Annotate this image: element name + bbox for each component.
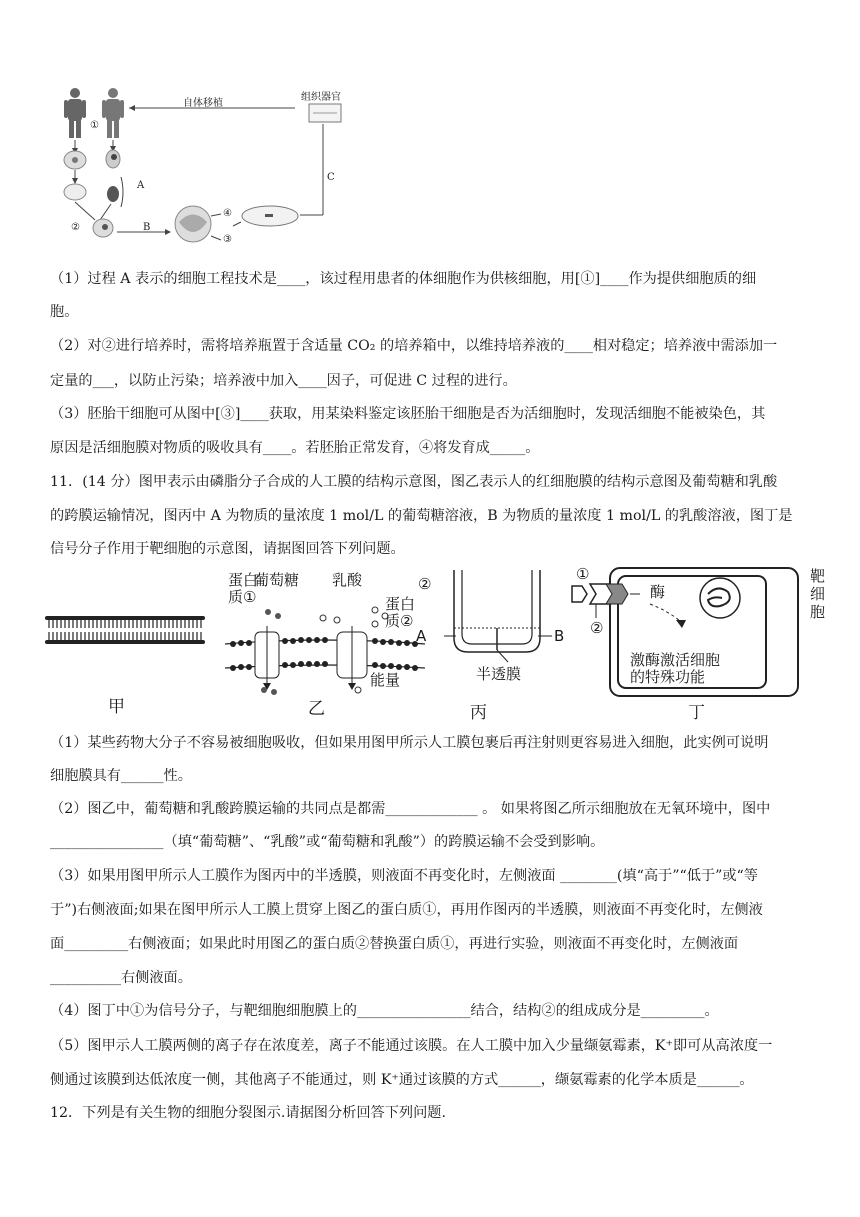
q10-part1-line1: （1）过程 A 表示的细胞工程技术是____，该过程用患者的体细胞作为供核细胞，用[①]____作为提供细胞质的细	[50, 271, 757, 287]
q11-stem-line3: 信号分子作用于靶细胞的示意图，请据图回答下列问题。	[50, 541, 405, 557]
solution-b-label: B	[554, 627, 565, 645]
q11-part3-line4: __________右侧液面。	[50, 970, 192, 986]
signal-label-1: ①	[576, 565, 590, 583]
u-tube	[440, 566, 570, 676]
energy-label: 能量	[370, 671, 401, 689]
q11-part5-line1: （5）图甲示人工膜两侧的离子存在浓度差，离子不能通过该膜。在人工膜中加入少量缬氨霉素，K⁺即可从高浓度一	[50, 1038, 773, 1054]
receptor-label-2: ②	[590, 619, 604, 637]
q12-stem: 12．下列是有关生物的细胞分裂图示.请据图分析回答下列问题.	[50, 1105, 446, 1121]
lactate-label: 乳酸	[332, 571, 363, 589]
protein2-label-a: 蛋白	[385, 595, 416, 613]
q11-part2-line2: ________________（填“葡萄糖”、“乳酸”或“葡萄糖和乳酸”）的跨膜运输不会受到影响。	[50, 834, 605, 850]
fig1-label-4: ④	[223, 208, 232, 219]
q11-part3-line3: 面_________右侧液面；如果此时用图乙的蛋白质②替换蛋白质①，再进行实验，则液面不再变化时，左侧液面	[50, 936, 739, 952]
organ-label: 组织器官	[301, 92, 341, 103]
q11-part4-line1: （4）图丁中①为信号分子，与靶细胞细胞膜上的________________结合，结构②的组成成分是_________。	[50, 1003, 719, 1019]
membrane-label: 半透膜	[476, 665, 522, 683]
protein2-label-b: 质②	[385, 612, 414, 630]
fig1-label-1: ①	[90, 120, 99, 131]
label-jia: 甲	[108, 697, 125, 717]
q10-part3-line2: 原因是活细胞膜对物质的吸收具有____。若胚胎正常发育，④将发育成_____。	[50, 440, 540, 456]
q11-part3-line1: （3）如果用图甲所示人工膜作为图丙中的半透膜，则液面不再变化时，左侧液面 ________(填“高于”“低于”或“等	[50, 868, 758, 884]
protein1-label-a: 蛋白	[228, 571, 259, 589]
target-label-2: 细	[810, 585, 826, 603]
label-ding: 丁	[688, 703, 705, 723]
q10-part3-line1: （3）胚胎干细胞可从图中[③]____获取，用某染料鉴定该胚胎干细胞是否为活细胞时，发现活细胞不能被染色，其	[50, 406, 766, 422]
protein1-label-b: 质①	[228, 588, 257, 606]
figure-membranes	[40, 566, 830, 721]
figure-cell-engineering	[55, 82, 365, 252]
label-yi: 乙	[308, 699, 325, 719]
tube-label-2: ②	[418, 575, 432, 593]
person-icon	[102, 88, 124, 138]
q11-part5-line2: 侧通过该膜到达低浓度一侧，其他离子不能通过，则 K⁺通过该膜的方式______，缬氨霉素的化学本质是______。	[50, 1072, 754, 1088]
target-label-1: 靶	[810, 567, 826, 585]
q11-stem-line1: 11．(14 分）图甲表示由磷脂分子合成的人工膜的结构示意图，图乙表示人的红细胞膜的结构示意图及葡萄糖和乳酸	[50, 474, 778, 490]
activate-label-1: 激酶激活细胞	[630, 651, 721, 669]
q10-part1-line2: 胞。	[50, 304, 79, 320]
person-icon	[64, 88, 86, 138]
fig1-label-2: ②	[71, 222, 80, 233]
fig1-label-a: A	[137, 180, 145, 191]
solution-a-label: A	[416, 627, 427, 645]
transplant-label: 自体移植	[183, 98, 223, 109]
artificial-membrane	[45, 610, 205, 650]
q11-part2-line1: （2）图乙中，葡萄糖和乳酸跨膜运输的共同点是都需_____________ 。 如果将图乙所示细胞放在无氧环境中，图中	[50, 801, 771, 817]
q11-stem-line2: 的跨膜运输情况，图丙中 A 为物质的量浓度 1 mol/L 的葡萄糖溶液，B 为物质的量浓度 1 mol/L 的乳酸溶液，图丁是	[50, 508, 793, 524]
enzyme-label: 酶	[650, 583, 666, 601]
q10-part2-line2: 定量的___，以防止污染；培养液中加入____因子，可促进 C 过程的进行。	[50, 373, 517, 389]
q10-part2-line1: （2）对②进行培养时，需将培养瓶置于含适量 CO₂ 的培养箱中，以维持培养液的____相对稳定；培养液中需添加一	[50, 338, 778, 354]
label-bing: 丙	[470, 703, 487, 723]
q11-part3-line2: 于”)右侧液面;如果在图甲所示人工膜上贯穿上图乙的蛋白质①，再用作图丙的半透膜，则液面不再变化时，左侧液	[50, 902, 763, 918]
fig1-label-b: B	[143, 222, 151, 233]
fig1-label-c: C	[327, 172, 335, 183]
fig1-label-3: ③	[223, 234, 232, 245]
q11-part1-line1: （1）某些药物大分子不容易被细胞吸收，但如果用图甲所示人工膜包裹后再注射则更容易进入细胞，此实例可说明	[50, 735, 769, 751]
activate-label-2: 的特殊功能	[630, 668, 706, 686]
glucose-label: 葡萄糖	[254, 571, 300, 589]
q11-part1-line2: 细胞膜具有______性。	[50, 768, 192, 784]
target-label-3: 胞	[810, 603, 826, 621]
